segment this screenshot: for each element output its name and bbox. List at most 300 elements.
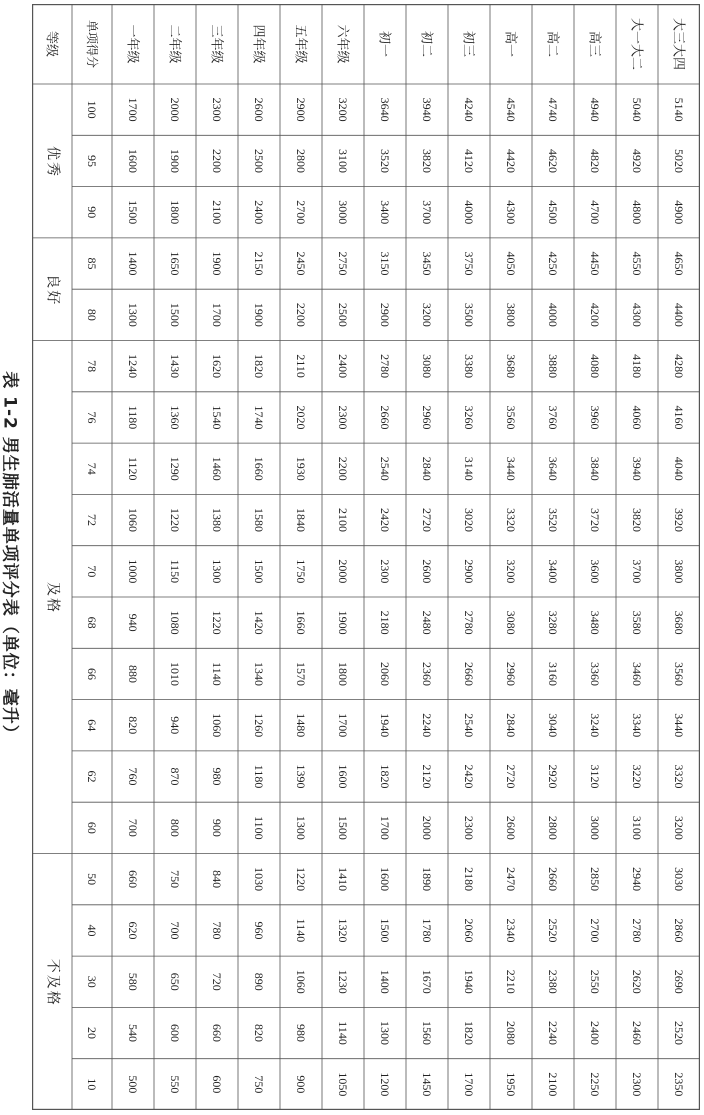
value-cell: 5020 (672, 148, 686, 173)
value-cell: 820 (126, 716, 140, 735)
value-cell: 3700 (420, 200, 434, 225)
column-header: 四年级 (251, 24, 267, 64)
value-cell: 3460 (630, 661, 644, 686)
grade-label-char: 格 (44, 990, 60, 1005)
value-cell: 1390 (294, 764, 308, 789)
value-cell: 3700 (630, 559, 644, 584)
value-cell: 3020 (462, 508, 476, 533)
value-cell: 4180 (630, 354, 644, 379)
value-cell: 2520 (672, 1021, 686, 1046)
value-cell: 1060 (126, 508, 140, 533)
value-cell: 1450 (420, 1072, 434, 1097)
value-cell: 1600 (126, 148, 140, 173)
value-cell: 1220 (168, 508, 182, 533)
grade-label-char: 及 (44, 974, 60, 989)
value-cell: 3280 (546, 610, 560, 635)
value-cell: 1930 (294, 456, 308, 481)
value-cell: 2900 (294, 97, 308, 122)
value-cell: 660 (210, 1024, 224, 1043)
column-header: 大三大四 (671, 17, 687, 71)
value-cell: 2200 (294, 302, 308, 327)
value-cell: 1140 (210, 662, 224, 686)
value-cell: 2080 (504, 1021, 518, 1046)
value-cell: 1140 (336, 1021, 350, 1045)
value-cell: 660 (126, 870, 140, 889)
value-cell: 3340 (630, 713, 644, 738)
grade-label-char: 格 (44, 598, 60, 612)
value-cell: 700 (168, 921, 182, 940)
value-cell: 3600 (588, 559, 602, 584)
value-cell: 1660 (294, 610, 308, 635)
value-cell: 2200 (210, 148, 224, 173)
value-cell: 2300 (210, 97, 224, 122)
value-cell: 1560 (420, 1021, 434, 1046)
score-cell: 20 (85, 1027, 99, 1040)
value-cell: 2900 (378, 302, 392, 327)
value-cell: 2350 (672, 1072, 686, 1097)
value-cell: 2360 (420, 661, 434, 686)
value-cell: 1500 (336, 815, 350, 840)
value-cell: 2150 (252, 251, 266, 276)
value-cell: 3400 (546, 559, 560, 584)
value-cell: 1290 (168, 456, 182, 481)
value-cell: 2250 (588, 1072, 602, 1097)
value-cell: 1300 (294, 815, 308, 840)
value-cell: 3200 (504, 559, 518, 584)
value-cell: 1570 (294, 661, 308, 686)
value-cell: 1670 (420, 969, 434, 994)
score-table (32, 4, 700, 1110)
value-cell: 1380 (210, 508, 224, 533)
value-cell: 2840 (420, 456, 434, 481)
value-cell: 1500 (378, 918, 392, 943)
value-cell: 1940 (378, 713, 392, 738)
value-cell: 2450 (294, 251, 308, 276)
score-cell: 50 (85, 873, 99, 886)
value-cell: 3140 (462, 456, 476, 481)
grade-label-char: 秀 (44, 161, 60, 176)
value-cell: 2300 (378, 559, 392, 584)
value-cell: 2300 (462, 815, 476, 840)
value-cell: 1220 (210, 610, 224, 635)
value-cell: 1060 (210, 713, 224, 738)
value-cell: 960 (252, 921, 266, 940)
value-cell: 1480 (294, 713, 308, 738)
value-cell: 3030 (672, 867, 686, 892)
value-cell: 3120 (588, 764, 602, 789)
value-cell: 2110 (294, 354, 308, 378)
value-cell: 3150 (378, 251, 392, 276)
value-cell: 4280 (672, 354, 686, 379)
value-cell: 3720 (588, 508, 602, 533)
value-cell: 2600 (420, 559, 434, 584)
value-cell: 2540 (462, 713, 476, 738)
value-cell: 4000 (462, 200, 476, 225)
value-cell: 2100 (210, 200, 224, 225)
value-cell: 2700 (294, 200, 308, 225)
value-cell: 1430 (168, 354, 182, 379)
value-cell: 3520 (546, 508, 560, 533)
value-cell: 3040 (546, 713, 560, 738)
value-cell: 2400 (336, 354, 350, 379)
value-cell: 2900 (462, 559, 476, 584)
value-cell: 4160 (672, 405, 686, 430)
score-cell: 76 (85, 411, 99, 424)
value-cell: 1140 (294, 918, 308, 943)
value-cell: 2210 (504, 969, 518, 994)
value-cell: 3200 (336, 97, 350, 122)
value-cell: 980 (294, 1024, 308, 1043)
value-cell: 4120 (462, 148, 476, 173)
score-cell: 62 (85, 770, 99, 783)
value-cell: 2480 (420, 610, 434, 635)
score-cell: 85 (85, 257, 99, 270)
value-cell: 600 (168, 1024, 182, 1043)
value-cell: 500 (126, 1075, 140, 1094)
value-cell: 3800 (504, 302, 518, 327)
value-cell: 3560 (504, 405, 518, 430)
value-cell: 1820 (378, 764, 392, 789)
value-cell: 2000 (168, 97, 182, 122)
value-cell: 4300 (504, 200, 518, 225)
value-cell: 2420 (462, 764, 476, 789)
value-cell: 1300 (210, 559, 224, 584)
value-cell: 3500 (462, 302, 476, 327)
value-cell: 3000 (336, 200, 350, 225)
value-cell: 3260 (462, 405, 476, 430)
value-cell: 1500 (252, 559, 266, 584)
value-cell: 1650 (168, 251, 182, 276)
value-cell: 1950 (504, 1072, 518, 1097)
value-cell: 1320 (336, 918, 350, 943)
value-cell: 3320 (504, 508, 518, 533)
value-cell: 4080 (588, 354, 602, 379)
value-cell: 1600 (336, 764, 350, 789)
value-cell: 1500 (168, 302, 182, 327)
value-cell: 2470 (504, 867, 518, 892)
value-cell: 1150 (168, 559, 182, 584)
value-cell: 1820 (252, 354, 266, 379)
value-cell: 1400 (378, 969, 392, 994)
value-cell: 3320 (672, 764, 686, 789)
value-cell: 2940 (630, 867, 644, 892)
value-cell: 1540 (210, 405, 224, 430)
value-cell: 2960 (420, 405, 434, 430)
value-cell: 3440 (504, 456, 518, 481)
value-cell: 4940 (588, 97, 602, 122)
value-cell: 3680 (504, 354, 518, 379)
value-cell: 1360 (168, 405, 182, 430)
value-cell: 2400 (588, 1021, 602, 1046)
value-cell: 2200 (336, 456, 350, 481)
score-cell: 40 (85, 924, 99, 937)
value-cell: 3880 (546, 354, 560, 379)
value-cell: 2620 (630, 969, 644, 994)
value-cell: 1230 (336, 969, 350, 994)
value-cell: 1260 (252, 713, 266, 738)
value-cell: 2960 (504, 661, 518, 686)
value-cell: 2240 (420, 713, 434, 738)
value-cell: 3380 (462, 354, 476, 379)
value-cell: 2400 (252, 200, 266, 225)
score-cell: 74 (85, 462, 99, 475)
value-cell: 4450 (588, 251, 602, 276)
value-cell: 1900 (210, 251, 224, 276)
value-cell: 1700 (462, 1072, 476, 1097)
value-cell: 4820 (588, 148, 602, 173)
grade-label-char: 及 (44, 582, 60, 596)
value-cell: 2380 (546, 969, 560, 994)
value-cell: 2300 (336, 405, 350, 430)
value-cell: 3100 (336, 148, 350, 173)
column-header: 高一 (503, 30, 519, 58)
value-cell: 2000 (336, 559, 350, 584)
value-cell: 580 (126, 972, 140, 991)
value-cell: 3840 (588, 456, 602, 481)
value-cell: 1800 (336, 661, 350, 686)
value-cell: 1300 (126, 302, 140, 327)
value-cell: 840 (210, 870, 224, 889)
value-cell: 4240 (462, 97, 476, 122)
value-cell: 2660 (546, 867, 560, 892)
value-cell: 2000 (420, 815, 434, 840)
value-cell: 890 (252, 972, 266, 991)
value-cell: 800 (168, 818, 182, 837)
score-cell: 60 (85, 821, 99, 834)
value-cell: 760 (126, 767, 140, 786)
value-cell: 1660 (252, 456, 266, 481)
value-cell: 550 (168, 1075, 182, 1094)
column-header: 六年级 (335, 24, 351, 64)
value-cell: 2300 (630, 1072, 644, 1097)
value-cell: 4740 (546, 97, 560, 122)
value-cell: 4900 (672, 200, 686, 225)
value-cell: 1500 (126, 200, 140, 225)
value-cell: 2540 (378, 456, 392, 481)
value-cell: 3450 (420, 251, 434, 276)
value-cell: 600 (210, 1075, 224, 1094)
value-cell: 4040 (672, 456, 686, 481)
value-cell: 2600 (504, 815, 518, 840)
value-cell: 3760 (546, 405, 560, 430)
value-cell: 3520 (378, 148, 392, 173)
value-cell: 2060 (378, 661, 392, 686)
grade-label-char: 不 (44, 958, 60, 973)
score-cell: 80 (85, 308, 99, 321)
value-cell: 2840 (504, 713, 518, 738)
value-cell: 4550 (630, 251, 644, 276)
column-header: 一年级 (125, 24, 141, 64)
grade-label-char: 良 (44, 274, 60, 289)
value-cell: 2120 (420, 764, 434, 789)
value-cell: 780 (210, 921, 224, 940)
value-cell: 2020 (294, 405, 308, 430)
value-cell: 3640 (378, 97, 392, 122)
value-cell: 2060 (462, 918, 476, 943)
value-cell: 2340 (504, 918, 518, 943)
value-cell: 3820 (420, 148, 434, 173)
value-cell: 3440 (672, 713, 686, 738)
value-cell: 3940 (630, 456, 644, 481)
value-cell: 5140 (672, 97, 686, 122)
value-cell: 3580 (630, 610, 644, 635)
value-cell: 4420 (504, 148, 518, 173)
value-cell: 4000 (546, 302, 560, 327)
value-cell: 2720 (420, 508, 434, 533)
value-cell: 2720 (504, 764, 518, 789)
value-cell: 2850 (588, 867, 602, 892)
value-cell: 1820 (462, 1021, 476, 1046)
value-cell: 1180 (252, 764, 266, 789)
value-cell: 3820 (630, 508, 644, 533)
value-cell: 2100 (336, 508, 350, 533)
value-cell: 3200 (420, 302, 434, 327)
value-cell: 3080 (420, 354, 434, 379)
value-cell: 3480 (588, 610, 602, 635)
score-cell: 100 (85, 100, 99, 119)
value-cell: 4400 (672, 302, 686, 327)
value-cell: 4540 (504, 97, 518, 122)
value-cell: 2460 (630, 1021, 644, 1046)
value-cell: 1100 (252, 816, 266, 840)
value-cell: 3680 (672, 610, 686, 635)
column-header: 初二 (419, 30, 435, 58)
value-cell: 4700 (588, 200, 602, 225)
value-cell: 3960 (588, 405, 602, 430)
value-cell: 1840 (294, 508, 308, 533)
value-cell: 3750 (462, 251, 476, 276)
value-cell: 3400 (378, 200, 392, 225)
value-cell: 2600 (252, 97, 266, 122)
value-cell: 2780 (462, 610, 476, 635)
value-cell: 700 (126, 818, 140, 837)
value-cell: 2780 (630, 918, 644, 943)
value-cell: 2180 (462, 867, 476, 892)
value-cell: 2660 (462, 661, 476, 686)
score-cell: 72 (85, 514, 99, 527)
value-cell: 1800 (168, 200, 182, 225)
column-header: 大一大二 (629, 17, 645, 71)
grade-label-char: 优 (44, 145, 60, 160)
value-cell: 2860 (672, 918, 686, 943)
value-cell: 870 (168, 767, 182, 786)
value-cell: 1580 (252, 508, 266, 533)
value-cell: 4200 (588, 302, 602, 327)
value-cell: 3000 (588, 815, 602, 840)
value-cell: 1220 (294, 867, 308, 892)
value-cell: 1410 (336, 867, 350, 892)
value-cell: 3940 (420, 97, 434, 122)
value-cell: 2180 (378, 610, 392, 635)
value-cell: 2100 (546, 1072, 560, 1097)
value-cell: 1060 (294, 969, 308, 994)
value-cell: 3560 (672, 661, 686, 686)
value-cell: 3240 (588, 713, 602, 738)
value-cell: 4920 (630, 148, 644, 173)
value-cell: 720 (210, 972, 224, 991)
value-cell: 2550 (588, 969, 602, 994)
grade-label-char: 好 (44, 290, 60, 305)
value-cell: 1200 (378, 1072, 392, 1097)
score-cell: 90 (85, 206, 99, 219)
score-cell: 10 (85, 1078, 99, 1091)
value-cell: 650 (168, 972, 182, 991)
value-cell: 1700 (378, 815, 392, 840)
value-cell: 5040 (630, 97, 644, 122)
score-cell: 70 (85, 565, 99, 578)
value-cell: 1050 (336, 1072, 350, 1097)
value-cell: 4250 (546, 251, 560, 276)
value-cell: 2780 (378, 354, 392, 379)
score-table-grid (32, 4, 700, 1110)
value-cell: 1120 (126, 456, 140, 481)
value-cell: 900 (294, 1075, 308, 1094)
value-cell: 4620 (546, 148, 560, 173)
value-cell: 1750 (294, 559, 308, 584)
score-header: 单项得分 (85, 19, 99, 69)
value-cell: 2920 (546, 764, 560, 789)
value-cell: 1460 (210, 456, 224, 481)
value-cell: 1000 (126, 559, 140, 584)
value-cell: 1700 (126, 97, 140, 122)
column-header: 五年级 (293, 24, 309, 64)
score-cell: 68 (85, 616, 99, 629)
value-cell: 750 (252, 1075, 266, 1094)
value-cell: 4500 (546, 200, 560, 225)
value-cell: 4300 (630, 302, 644, 327)
value-cell: 1900 (336, 610, 350, 635)
value-cell: 2800 (546, 815, 560, 840)
value-cell: 2500 (252, 148, 266, 173)
value-cell: 1890 (420, 867, 434, 892)
score-cell: 95 (85, 154, 99, 167)
value-cell: 1340 (252, 661, 266, 686)
value-cell: 980 (210, 767, 224, 786)
value-cell: 1010 (168, 661, 182, 686)
value-cell: 1300 (378, 1021, 392, 1046)
score-cell: 66 (85, 667, 99, 680)
value-cell: 1240 (126, 354, 140, 379)
value-cell: 1080 (168, 610, 182, 635)
score-cell: 78 (85, 360, 99, 373)
value-cell: 3160 (546, 661, 560, 686)
value-cell: 4650 (672, 251, 686, 276)
value-cell: 2520 (546, 918, 560, 943)
value-cell: 2700 (588, 918, 602, 943)
value-cell: 1420 (252, 610, 266, 635)
value-cell: 1780 (420, 918, 434, 943)
value-cell: 750 (168, 870, 182, 889)
column-header: 三年级 (209, 24, 225, 64)
value-cell: 2420 (378, 508, 392, 533)
value-cell: 1030 (252, 867, 266, 892)
value-cell: 3640 (546, 456, 560, 481)
value-cell: 1940 (462, 969, 476, 994)
value-cell: 3100 (630, 815, 644, 840)
value-cell: 1180 (126, 405, 140, 430)
column-header: 二年级 (167, 24, 183, 64)
value-cell: 1400 (126, 251, 140, 276)
value-cell: 3360 (588, 661, 602, 686)
value-cell: 940 (168, 716, 182, 735)
value-cell: 900 (210, 818, 224, 837)
value-cell: 1740 (252, 405, 266, 430)
value-cell: 3200 (672, 815, 686, 840)
column-header: 高三 (587, 30, 603, 58)
value-cell: 3920 (672, 508, 686, 533)
score-cell: 64 (85, 719, 99, 732)
value-cell: 820 (252, 1024, 266, 1043)
